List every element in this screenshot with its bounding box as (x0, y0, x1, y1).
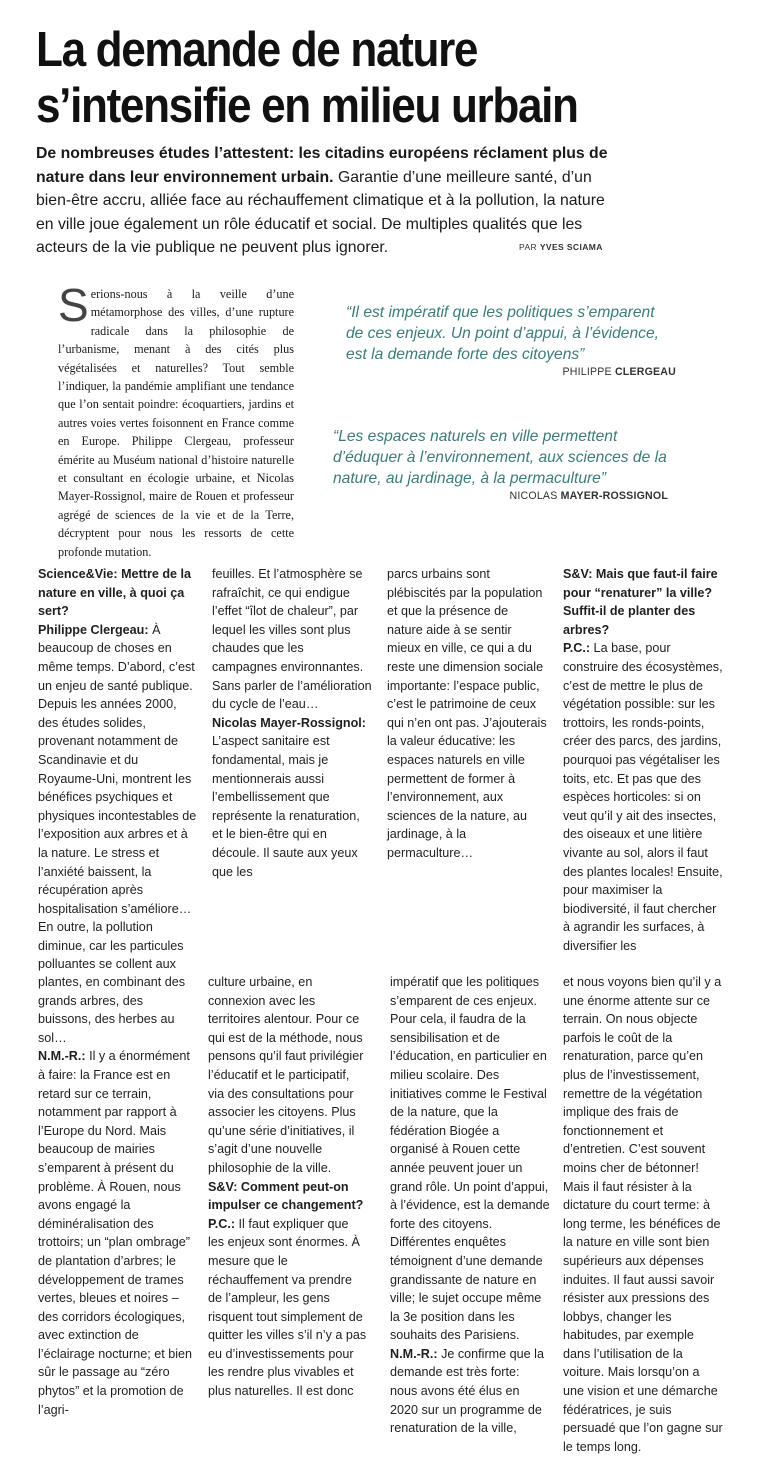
text-column-bottom-1 (38, 973, 198, 1417)
text-column-top-3 (387, 565, 547, 860)
interview-paragraph (208, 973, 368, 1401)
pull-quote-text: “Les espaces naturels en ville permettent d’éduquer à l’environnement, aux sciences de la nature, au jardinage, à la permaculture” (333, 428, 667, 487)
speaker-label: P.C.: (563, 641, 591, 656)
interview-paragraph (563, 565, 723, 955)
title-line-1: La demande de nature (36, 23, 478, 77)
speaker-label: Philippe Clergeau: (38, 622, 149, 637)
speaker-label: P.C.: (208, 1216, 236, 1231)
byline (519, 242, 603, 252)
question-label: S&V: Comment peut-on impulser ce changement? (208, 1179, 364, 1213)
lede-bold: De nombreuses études l’attestent: les citadins européens réclament plus de nature dans leur environnement urbain. (36, 145, 608, 186)
author-lastname: CLERGEAU (614, 366, 676, 378)
byline-prefix: PAR (519, 242, 540, 252)
author-firstname: PHILIPPE (562, 366, 615, 378)
pull-quote-author (333, 490, 668, 502)
answer-text: feuilles. Et l’atmosphère se rafraîchit, ce qui endigue l’effet “îlot de chaleur”, par lequel les villes sont plus chaudes que les campagnes environnantes. Sans parler de l’amélioration du cycle de l’eau… (212, 567, 372, 712)
interview-paragraph (212, 565, 372, 881)
answer-text: plantes, en combinant des grands arbres, des buissons, des herbes au sol… (38, 975, 186, 1045)
author-lastname: MAYER-ROSSIGNOL (560, 490, 668, 502)
interview-paragraph (563, 973, 723, 1456)
text-column-bottom-3 (390, 973, 550, 1436)
pull-quote-author (346, 366, 676, 378)
answer-text: À beaucoup de choses en même temps. D’abord, c’est un enjeu de santé publique. Depuis les années 2000, des études solides, provenant notamment de Scandinavie et du Royaume-Uni, montrent les bénéfices psychiques et physiques incontestables de l’exposition aux arbres et à la nature. Le stress et l’anxiété baissent, la récupération après hospitalisation s’améliore… En outre, la pollution diminue, car les particules polluantes se collent aux (38, 622, 197, 972)
text-column-bottom-2 (208, 973, 368, 1421)
interview-paragraph (387, 565, 547, 863)
answer-text: L’aspect sanitaire est fondamental, mais je mentionnerais aussi l’embellissement que représente la renaturation, et le bien-être qui en découle. Il saute aux yeux que les (212, 734, 360, 879)
interview-paragraph (38, 973, 198, 1419)
pull-quote-mayer-rossignol (333, 426, 668, 502)
interview-paragraph (38, 565, 198, 974)
intro-text: erions-nous à la veille d’une métamorphose des villes, d’une rupture radicale dans la philosophie de l’urbanisme, menant à des cités plus végétalisées et naturelles? Tout semble l’indiquer, la pandémie amplifiant une tendance que l’on sentait poindre: écoquartiers, jardins et autres voies vertes foisonnent en France comme en Europe. Philippe Clergeau, professeur émérite au Muséum national d’histoire naturelle et consultant en écologie urbaine, et Nicolas Mayer-Rossignol, maire de Rouen et professeur agrégé de sciences de la vie et de la Terre, décryptent pour nous les ressorts de cette profonde mutation. (58, 287, 294, 559)
question-label: S&V: Mais que faut-il faire pour “renaturer” la ville? Suffit-il de planter des arbres? (563, 567, 718, 637)
answer-text: culture urbaine, en connexion avec les territoires alentour. Pour ce qui est de la méthode, nous pensons qu’il faut privilégier l’éducatif et le participatif, via des consultations pour associer les citoyens. Plus qu’une série d’initiatives, il s’agit d’une nouvelle philosophie de la ville. (208, 975, 364, 1175)
speaker-label: N.M.-R.: (38, 1049, 86, 1064)
speaker-label: N.M.-R.: (390, 1346, 438, 1361)
text-column-top-2 (212, 565, 372, 879)
pull-quote-clergeau (346, 302, 676, 378)
text-column-top-4 (563, 565, 723, 957)
article-title (36, 22, 666, 134)
answer-text: parcs urbains sont plébiscités par la population et que la présence de nature aide à se sentir mieux en ville, ce qui a du reste une dimension sociale importante: l’espace public, c’est le patrimoine de ceux qui n’en ont pas. J’ajouterais la valeur éducative: les espaces naturels en ville permettent de former à l’environnement, aux sciences de la nature, au jardinage, à la permaculture… (387, 567, 547, 860)
pull-quote-text: “Il est impératif que les politiques s’emparent de ces enjeux. Un point d’appui, à l’évidence, est la demande forte des citoyens” (346, 304, 659, 363)
interview-paragraph (390, 973, 550, 1438)
drop-cap: S (58, 279, 89, 331)
text-column-bottom-4 (563, 973, 723, 1454)
answer-text: impératif que les politiques s’emparent de ces enjeux. Pour cela, il faudra de la sensibilisation et de l’éducation, en particulier en milieu scolaire. Des initiatives comme le Festival de la nature, que la fédération Biogée a organisé à Rouen cette année peuvent jouer un grand rôle. Un point d’appui, à l’évidence, est la demande forte des citoyens. Différentes enquêtes témoignent d’une demande grandissante de nature en ville; le sujet occupe même la 3e position dans les souhaits des Parisiens. (390, 975, 550, 1343)
answer-text: Il y a énormément à faire: la France est en retard sur ce terrain, notamment par rapport à l’Europe du Nord. Mais beaucoup de mairies s’emparent à présent du problème. À Rouen, nous avons engagé la déminéralisation des trottoirs; un “plan ombrage” de plantation d’arbres; le développement de trames vertes, bleues et noires – des corridors écologiques, avec extinction de l’éclairage nocturne; et bien sûr le passage au “zéro phytos” et la promotion de l’agri- (38, 1049, 193, 1417)
answer-text: et nous voyons bien qu’il y a une énorme attente sur ce terrain. On nous objecte parfois le coût de la renaturation, parce qu’en plus de l’investissement, remettre de la végétation implique des frais de fonctionnement et d’entretien. C’est souvent moins cher de bétonner! Mais il faut résister à la dictature du court terme: à long terme, les bénéfices de la nature en ville sont bien supérieurs aux dépenses induites. Il faut aussi savoir résister aux pressions des lobbys, changer les habitudes, par exemple dans l’utilisation de la voiture. Mais lorsqu’on a une vision et une démarche fédératrices, je suis persuadé que l’on gagne sur le temps long. (563, 975, 723, 1454)
answer-text: Il faut expliquer que les enjeux sont énormes. À mesure que le réchauffement va prendre de l’ampleur, les gens risquent tout simplement de quitter les villes s’il n’y a pas eu d’investissements pour les rendre plus vivables et plus naturelles. Il est donc (208, 1216, 367, 1399)
text-column-top-1 (38, 565, 198, 972)
answer-text: Je confirme que la demande est très forte: nous avons été élus en 2020 sur un programme de renaturation de la ville, (390, 1346, 544, 1436)
article-intro (58, 279, 294, 561)
speaker-label: Nicolas Mayer-Rossignol: (212, 715, 366, 730)
lede-text: Garantie d’une meilleure santé, d’un bien-être accru, alliée face au réchauffement climatique et à la pollution, la nature en ville joue également un rôle éducatif et social. De multiples qualités que les acteurs de la vie publique ne peuvent plus ignorer. (36, 168, 605, 257)
title-line-2: s’intensifie en milieu urbain (36, 79, 578, 133)
byline-author: YVES SCIAMA (539, 242, 603, 252)
author-firstname: NICOLAS (509, 490, 561, 502)
answer-text: La base, pour construire des écosystèmes, c’est de mettre le plus de végétation possible: sur les trottoirs, les ronds-points, créer des parcs, des jardins, pourquoi pas végétaliser les toits, etc. Et pas que des espèces horticoles: si on veut qu’il y ait des insectes, des oiseaux et une litière vivante au sol, alors il faut des plantes locales! Ensuite, pour maximiser la biodiversité, il faut chercher à agrandir les surfaces, à diversifier les (563, 641, 723, 953)
question-label: Science&Vie: Mettre de la nature en ville, à quoi ça sert? (38, 567, 192, 619)
